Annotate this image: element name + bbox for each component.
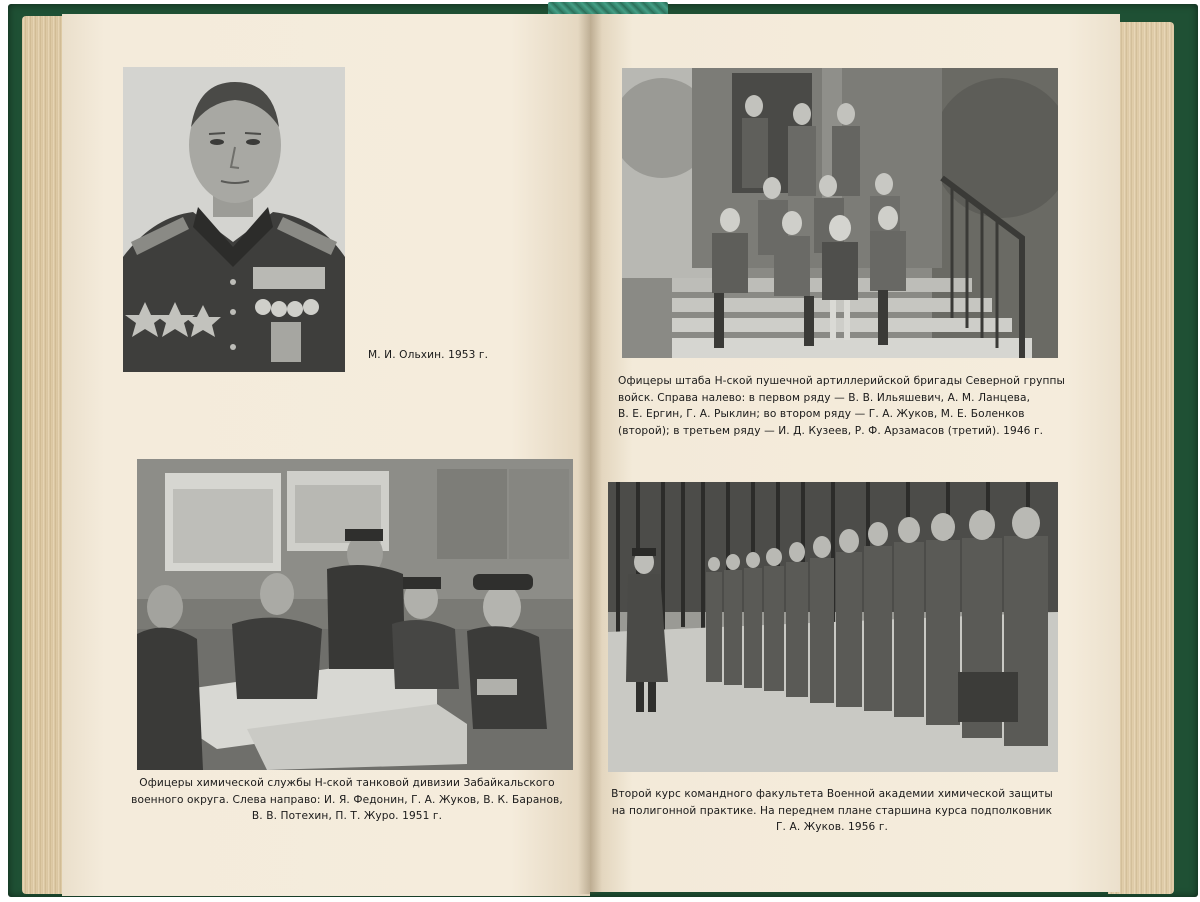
- academy-caption-line-1: Второй курс командного факультета Военной академии химической защиты: [611, 788, 1053, 800]
- chemical-caption-line-2: военного округа. Слева направо: И. Я. Федонин, Г. А. Жуков, В. К. Баранов,: [131, 793, 563, 806]
- portrait-caption: [368, 347, 488, 364]
- artillery-caption-line-3: В. Е. Ергин, Г. А. Рыклин; во втором ряду — Г. А. Жуков, М. Е. Боленков: [618, 408, 1025, 420]
- academy-caption-line-2: на полигонной практике. На переднем плане старшина курса подполковник: [611, 804, 1053, 817]
- academy-course-photo: [608, 482, 1058, 772]
- portrait-caption-text: М. И. Ольхин. 1953 г.: [368, 349, 489, 361]
- academy-course-caption: [602, 786, 1062, 836]
- academy-caption-line-3: Г. А. Жуков. 1956 г.: [776, 821, 888, 833]
- chemical-caption-line-3: В. В. Потехин, П. Т. Журо. 1951 г.: [251, 810, 443, 822]
- portrait-photo: [123, 67, 345, 372]
- chemical-officers-photo: [137, 459, 573, 770]
- artillery-staff-caption: [618, 373, 1088, 439]
- artillery-caption-line-1: Офицеры штаба Н-ской пушечной артиллерийской бригады Северной группы: [618, 375, 1065, 387]
- chemical-caption-line-1: Офицеры химической службы Н-ской танковой дивизии Забайкальского: [139, 777, 555, 789]
- artillery-staff-photo: [622, 68, 1058, 358]
- chemical-officers-caption: [118, 775, 576, 825]
- artillery-caption-line-4: (второй); в третьем ряду — И. Д. Кузеев, Р. Ф. Арзамасов (третий). 1946 г.: [618, 424, 1044, 437]
- artillery-caption-line-2: войск. Справа налево: в первом ряду — В. В. Ильяшевич, А. М. Ланцева,: [618, 391, 1031, 404]
- book-spine-shadow: [578, 14, 602, 894]
